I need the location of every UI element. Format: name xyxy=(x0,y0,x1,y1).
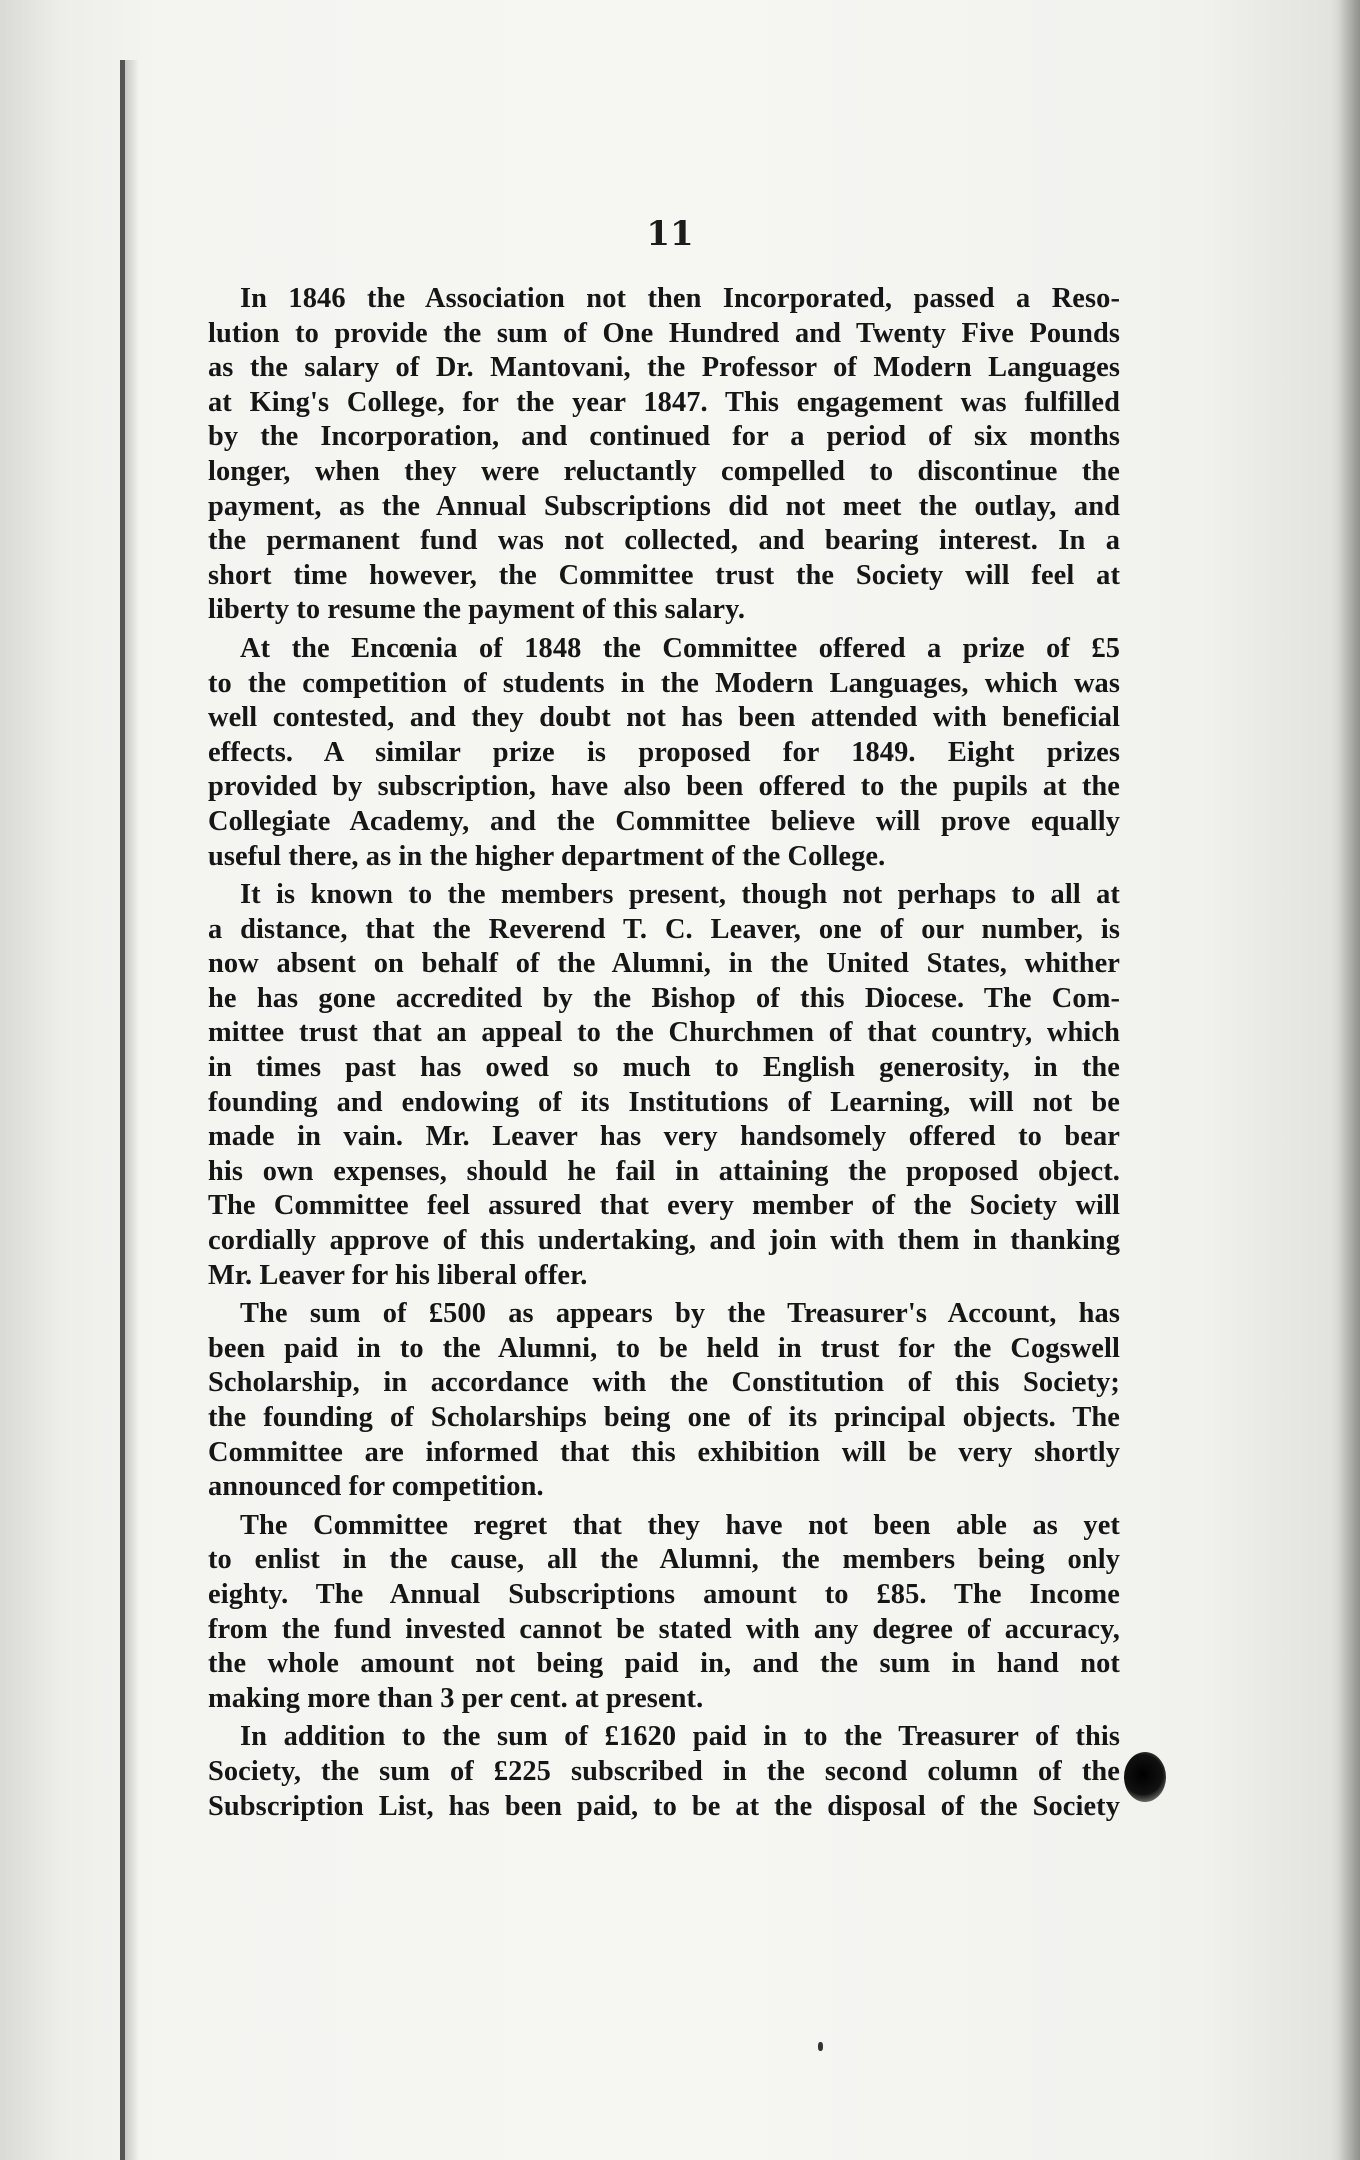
binding-shadow xyxy=(125,60,139,2160)
text-line: Scholarship, in accordance with the Constitution of this Society; xyxy=(208,1367,1120,1399)
text-line: short time however, the Committee trust the Society will feel at xyxy=(208,559,1120,591)
text-line: from the fund invested cannot be stated with any degree of accuracy, xyxy=(208,1613,1120,1645)
text-line: longer, when they were reluctantly compelled to discontinue the xyxy=(208,455,1120,487)
body-text xyxy=(208,282,1120,1828)
text-line: Subscription List, has been paid, to be at the disposal of the Society xyxy=(208,1790,1120,1822)
text-line: in times past has owed so much to English generosity, in the xyxy=(208,1052,1120,1084)
text-line: the founding of Scholarships being one of its principal objects. The xyxy=(208,1402,1120,1433)
text-line: provided by subscription, have also been offered to the pupils at the xyxy=(208,771,1120,803)
paragraph-reverend-leaver xyxy=(208,878,1120,1293)
text-line: liberty to resume the payment of this salary. xyxy=(208,594,746,626)
ink-blot-mark xyxy=(1124,1752,1166,1802)
text-line: making more than 3 per cent. at present. xyxy=(208,1682,704,1714)
text-line: Mr. Leaver for his liberal offer. xyxy=(208,1259,588,1291)
text-line: useful there, as in the higher department of the College. xyxy=(208,840,886,872)
text-line: founding and endowing of its Institutions of Learning, will not be xyxy=(208,1086,1120,1118)
text-line: The sum of £500 as appears by the Treasurer's Account, has xyxy=(240,1298,1120,1330)
page-edge-shadow xyxy=(1338,0,1360,2160)
text-line: payment, as the Annual Subscriptions did not meet the outlay, and xyxy=(208,490,1120,522)
text-line: now absent on behalf of the Alumni, in the United States, whither xyxy=(208,948,1120,980)
text-line: been paid in to the Alumni, to be held in trust for the Cogswell xyxy=(208,1332,1120,1364)
text-line: mittee trust that an appeal to the Churchmen of that country, which xyxy=(208,1017,1120,1049)
text-line: to the competition of students in the Modern Languages, which was xyxy=(208,667,1120,699)
text-line: It is known to the members present, though not perhaps to all at xyxy=(240,879,1120,911)
text-line: a distance, that the Reverend T. C. Leaver, one of our number, is xyxy=(208,913,1120,945)
text-line: he has gone accredited by the Bishop of this Diocese. The Com- xyxy=(208,982,1120,1014)
text-line: lution to provide the sum of One Hundred and Twenty Five Pounds xyxy=(208,317,1120,349)
text-line: In 1846 the Association not then Incorporated, passed a Reso- xyxy=(240,283,1120,314)
page-number: 11 xyxy=(646,214,694,254)
text-line: cordially approve of this undertaking, and join with them in thanking xyxy=(208,1225,1120,1257)
text-line: eighty. The Annual Subscriptions amount to £85. The Income xyxy=(208,1578,1120,1610)
paragraph-cogswell-scholarship xyxy=(208,1297,1120,1505)
paragraph-encoenia-prize xyxy=(208,632,1120,874)
text-line: announced for competition. xyxy=(208,1471,544,1503)
text-line: The Committee feel assured that every member of the Society will xyxy=(208,1190,1120,1222)
text-line: At the Encœnia of 1848 the Committee offered a prize of £5 xyxy=(240,632,1120,664)
text-line: to enlist in the cause, all the Alumni, the members being only xyxy=(208,1544,1120,1576)
text-line: as the salary of Dr. Mantovani, the Professor of Modern Languages xyxy=(208,352,1120,384)
text-line: by the Incorporation, and continued for a period of six months xyxy=(208,421,1120,453)
text-line: Committee are informed that this exhibition will be very shortly xyxy=(208,1436,1120,1468)
paper-speck xyxy=(818,2042,823,2051)
text-line: well contested, and they doubt not has been attended with beneficial xyxy=(208,702,1120,734)
text-line: In addition to the sum of £1620 paid in to the Treasurer of this xyxy=(240,1721,1120,1753)
text-line: the permanent fund was not collected, and bearing interest. In a xyxy=(208,525,1120,557)
text-line: Collegiate Academy, and the Committee believe will prove equally xyxy=(208,805,1120,837)
text-line: his own expenses, should he fail in attaining the proposed object. xyxy=(208,1155,1120,1187)
text-line: Society, the sum of £225 subscribed in the second column of the xyxy=(208,1755,1120,1787)
text-line: effects. A similar prize is proposed for 1849. Eight prizes xyxy=(208,736,1120,768)
paragraph-association-resolution xyxy=(208,282,1120,628)
text-line: the whole amount not being paid in, and the sum in hand not xyxy=(208,1648,1120,1680)
paragraph-treasurer-addition xyxy=(208,1720,1120,1824)
paragraph-committee-regret xyxy=(208,1509,1120,1717)
text-line: The Committee regret that they have not been able as yet xyxy=(240,1509,1120,1541)
text-line: made in vain. Mr. Leaver has very handsomely offered to bear xyxy=(208,1121,1120,1153)
text-line: at King's College, for the year 1847. This engagement was fulfilled xyxy=(208,386,1120,418)
